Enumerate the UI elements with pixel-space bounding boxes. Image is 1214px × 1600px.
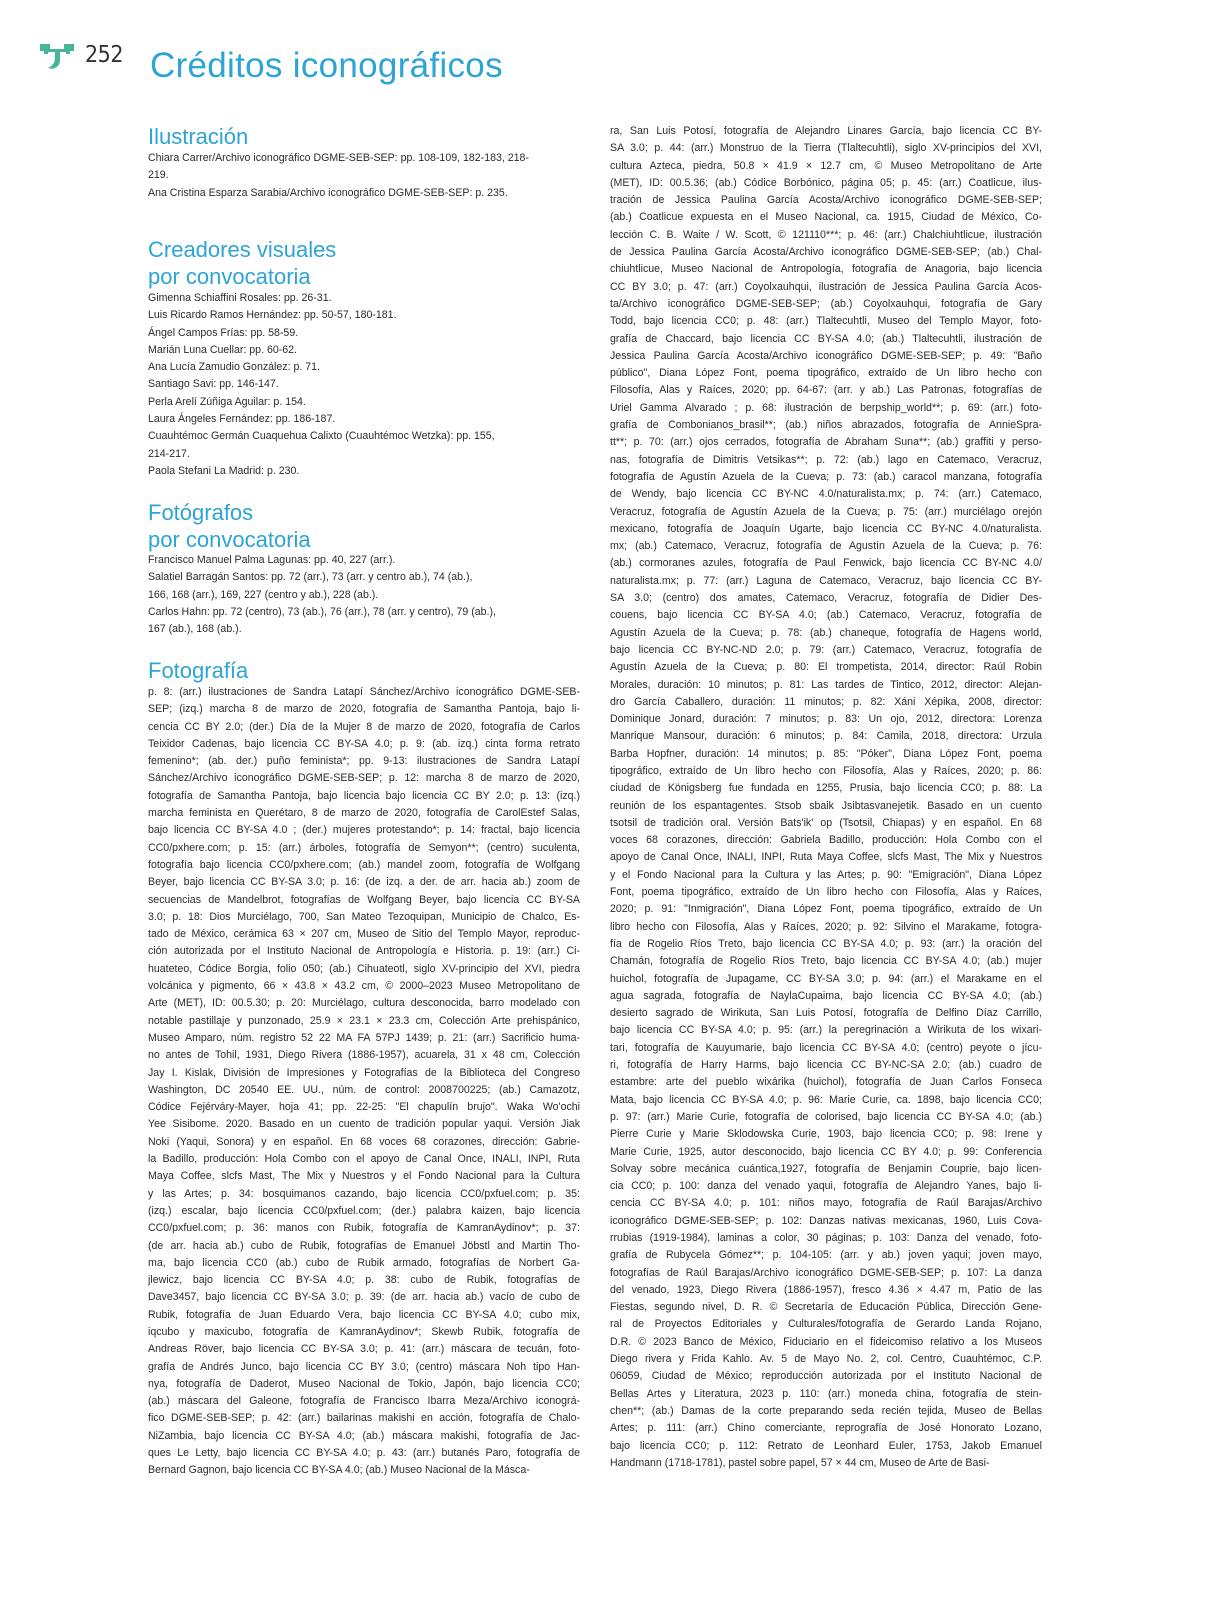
text-line: ción autorizada por el Instituto Nacional de Antropología e Historia. p. 19: (arr.) Ci- [148, 945, 580, 958]
text-line: tipográfico, extraído de Un libro hecho con Filosofía, Alas y Raíces, 2020; p. 86: [610, 764, 1042, 777]
text-line: CC BY 3.0; p. 47: (arr.) Coyolxauhqui, ilustración de Jessica Paulina García Acos- [610, 280, 1042, 293]
text-line: ri, fotografía de Harry Harms, bajo licencia CC BY-NC-SA 2.0; (ab.) cuadro de [610, 1059, 1042, 1072]
text-line: Barba Hopfner, duración: 14 minutos; p. 85: "Póker", Diana López Font, poema [610, 747, 1042, 760]
section-heading-fotografos: Fotógrafos por convocatoria [148, 500, 311, 552]
text-line: estambre: arte del pueblo wixárika (huichol), fotografía de Juan Carlos Fonseca [610, 1076, 1042, 1089]
text-line: Artes; p. 111: (arr.) Chino comerciante, reprografía de José Honorato Lozano, [610, 1422, 1042, 1435]
text-line: Paola Stefani La Madrid: p. 230. [148, 464, 300, 477]
text-line: fotografía de Samantha Pantoja, bajo licencia bajo licencia CC BY 2.0; p. 13: (izq.) [148, 789, 580, 802]
text-line: Yee Sisibome. 2020. Basado en un cuento de tradición popular yaqui. Versión Jiak [148, 1118, 580, 1131]
text-line: nas, fotografía de Dimitris Vetsikas**; p. 72: (ab.) lago en Catemaco, Veracruz, [610, 453, 1042, 466]
text-line: y el Fondo Nacional para la Cultura y las Artes; p. 90: "Emigración", Diana López [610, 868, 1042, 881]
text-line: Rubik, fotografía de Juan Eduardo Vera, bajo licencia CC BY-SA 4.0; cubo mix, [148, 1308, 580, 1321]
text-line: huateteo, Códice Borgia, folio 050; (ab.) Cihuateotl, siglo XV-principio del XVI, piedra [148, 962, 580, 975]
section-body-fotografos [148, 552, 580, 638]
text-line: volcánica y pigmento, 66 × 43.8 × 43.2 cm, © 2000–2023 Museo Metropolitano de [148, 980, 580, 993]
text-line: Sánchez/Archivo iconográfico DGME-SEB-SEP; p. 12: marcha 8 de marzo de 2020, [148, 772, 580, 785]
text-line: marcha feminista en Querétaro, 8 de marzo de 2020, fotografía de CarolEstef Salas, [148, 807, 580, 820]
text-line: 06059, Ciudad de México; reproducción autorizada por el Instituto Nacional de [610, 1370, 1042, 1383]
book-corner-icon [40, 42, 76, 72]
text-line: (MET), ID: 00.5.36; (ab.) Códice Borbónico, página 05; p. 45: (arr.) Coatlicue, ilus- [610, 176, 1042, 189]
text-line: lección C. B. Waite / W. Scott, © 121110***; p. 46: (arr.) Chalchiuhtlicue, ilustración [610, 228, 1042, 241]
text-line: desierto sagrado de Wirikuta, San Luis Potosí, fotografía de Delfino Díaz Carrillo, [610, 1007, 1042, 1020]
text-line: la Badillo, producción: Hola Combo con el apoyo de Canal Once, INALI, INPI, Ruta [148, 1153, 580, 1166]
text-line: ral de Proyectos Editoriales y Culturales/fotografía de Gerardo Landa Rojano, [610, 1318, 1042, 1331]
text-line: Fiestas, segundo nivel, D. R. © Secretaría de Educación Pública, Dirección Gene- [610, 1301, 1042, 1314]
text-line: Uriel Gamma Alvarado ; p. 68: ilustración de berpship_world**; p. 69: (arr.) foto- [610, 401, 1042, 414]
text-line: no antes de Tohil, 1931, Diego Rivera (1886-1957), acuarela, 31 x 48 cm, Colección [148, 1049, 580, 1062]
text-line: voces 68 corazones, dirección: Gabriela Badillo, producción: Hola Combo con el [610, 834, 1042, 847]
text-line: y las Artes; p. 34: bosquimanos cazando, bajo licencia CC0/pxfuel.com; p. 35: [148, 1187, 580, 1200]
text-line: Ana Lucía Zamudio González: p. 71. [148, 361, 320, 374]
text-line: tsotsil de tradición oral. Versión Bats'ik' op (Tsotsil, Chiapas) y en español. En 68 [610, 816, 1042, 829]
text-line: fía de Rogelio Ríos Treto, bajo licencia CC BY-SA 4.0; p. 93: (arr.) la oración del [610, 937, 1042, 950]
text-line: grafía de Rubycela Gómez**; p. 104-105: (arr. y ab.) joven yaqui; joven mayo, [610, 1249, 1042, 1262]
text-line: bajo licencia CC0; p. 112: Retrato de Leonhard Euler, 1753, Jakob Emanuel [610, 1439, 1042, 1452]
text-line: apoyo de Canal Once, INALI, INPI, Ruta Maya Coffee, slcfs Mast, The Mix y Nuestros [610, 851, 1042, 864]
text-line: dro García Caballero, duración: 11 minutos; p. 82: Xáni Xépika, 2008, director: [610, 695, 1042, 708]
text-line: Museo Amparo, núm. registro 52 22 MA FA 57PJ 1439; p. 21: (arr.) Sacrificio huma- [148, 1031, 580, 1044]
text-line: huichol, fotografía de Jupagame, CC BY-SA 3.0; p. 94: (arr.) el Marakame en el [610, 972, 1042, 985]
text-line: Noki (Yaqui, Sonora) y en español. En 68 voces 68 corazones, dirección: Gabrie- [148, 1135, 580, 1148]
text-line: Carlos Hahn: pp. 72 (centro), 73 (ab.), 76 (arr.), 78 (arr. y centro), 79 (ab.), [148, 605, 496, 618]
text-line: Font, poema tipográfico, extraído de Un libro hecho con Filosofía, Alas y Raíces, [610, 886, 1042, 899]
text-line: Manrique Mansour, duración: 6 minutos; p. 84: Camila, 2018, directora: Urzula [610, 730, 1042, 743]
text-line: grafía de Combonianos_brasil**; (ab.) niños abrazados, fotografía de AnnieSpra- [610, 419, 1042, 432]
text-line: Francisco Manuel Palma Lagunas: pp. 40, 227 (arr.). [148, 554, 396, 566]
text-line: grafía de Andrés Junco, bajo licencia CC BY 3.0; (centro) máscara Noh tipo Han- [148, 1360, 580, 1373]
text-line: bajo licencia CC BY-NC-ND 2.0; p. 79: (arr.) Catemaco, Veracruz, fotografía de [610, 643, 1042, 656]
page-title: Créditos iconográficos [150, 46, 503, 85]
text-line: Marián Luna Cuellar: pp. 60-62. [148, 343, 297, 356]
text-line: Todd, bajo licencia CC0; p. 48: (arr.) Tlaltecuhtli, Museo del Templo Mayor, foto- [610, 315, 1042, 328]
text-line: grafía de Chaccard, bajo licencia CC BY-SA 4.0; (ab.) Tlaltecuhtli, ilustración de [610, 332, 1042, 345]
text-line: reunión de los espantagentes. Stsob sbaik Jsibtasvanejetik. Basado en un cuento [610, 799, 1042, 812]
text-line: fotografía de Agustín Azuela de la Cueva; p. 73: (ab.) caracol manzana, fotografía [610, 470, 1042, 483]
text-line: tado de México, cerámica 63 × 207 cm, Museo de Sitio del Templo Mayor, reproduc- [148, 928, 580, 941]
text-line: couens, bajo licencia CC BY-SA 4.0; (ab.) Catemaco, Veracruz, fotografía de [610, 609, 1042, 622]
text-line: Bernard Gagnon, bajo licencia CC BY-SA 4.0; (ab.) Museo Nacional de la Másca- [148, 1464, 530, 1477]
text-line: iconográfico DGME-SEB-SEP; p. 102: Danzas nativas mexicanas, 1960, Luis Cova- [610, 1214, 1042, 1227]
text-line: (de arr. hacia ab.) cubo de Rubik, fotografías de Emanuel Jöbstl and Martin Tho- [148, 1239, 580, 1252]
text-line: fotografías de Raúl Barajas/Archivo iconográfico DGME-SEB-SEP; p. 107: La danza [610, 1266, 1042, 1279]
text-line: tari, fotografía de Kauyumarie, bajo licencia CC BY-SA 4.0; (centro) peyote o jícu- [610, 1041, 1042, 1054]
text-line: libro hecho con Filosofía, Alas y Raíces, 2020; p. 92: Silvino el Marakame, fotogra- [610, 920, 1042, 933]
text-line: cia CC0; p. 100: danza del venado yaqui, fotografía de Alejandro Yanes, bajo li- [610, 1180, 1042, 1193]
text-line: ques Le Letty, bajo licencia CC BY-SA 4.0; p. 43: (arr.) butanés Paro, fotografía de [148, 1447, 580, 1460]
text-line: Mata, bajo licencia CC BY-SA 4.0; p. 96: Marie Curie, ca. 1898, bajo licencia CC0; [610, 1093, 1042, 1106]
text-line: Gimenna Schiaffini Rosales: pp. 26-31. [148, 292, 332, 304]
text-line: (ab.) máscara del Galeone, fotografía de Francisco Ibarra Meza/Archivo iconográ- [148, 1395, 580, 1408]
text-line: SA 3.0; p. 44: (arr.) Monstruo de la Tierra (Tlaltecuhtli), siglo XV-principios del XVI, [610, 142, 1042, 155]
text-line: 3.0; p. 18: Dios Murciélago, 700, San Mateo Tezoquipan, Municipio de Chalco, Es- [148, 910, 580, 923]
text-line: de Wendy, bajo licencia CC BY-NC 4.0/naturalista.mx; p. 74: (arr.) Catemaco, [610, 488, 1042, 501]
text-line: Luis Ricardo Ramos Hernández: pp. 50-57, 180-181. [148, 309, 397, 322]
text-line: Maya Coffee, slcfs Mast, The Mix y Nuestros y el Fondo Nacional para la Cultura [148, 1170, 580, 1183]
text-line: Bellas Artes y Literatura, 2023 p. 110: (arr.) moneda china, fotografía de stein- [610, 1387, 1042, 1400]
text-line: ra, San Luis Potosí, fotografía de Alejandro Linares García, bajo licencia CC BY- [610, 125, 1042, 137]
text-line: (ab.) Coatlicue expuesta en el Museo Nacional, ca. 1915, Ciudad de México, Co- [610, 211, 1042, 224]
text-line: Filosofía, Alas y Raíces, 2020; pp. 64-67: (arr. y ab.) Las Patronas, fotografías de [610, 384, 1042, 397]
text-line: de Jessica Paulina García Acosta/Archivo iconográfico DGME-SEB-SEP; (ab.) Chal- [610, 246, 1042, 259]
text-line: ciudad de Königsberg fue fundada en 1255, Prusia, bajo licencia CC0; p. 88: La [610, 782, 1042, 795]
text-line: iqcubo y maxicubo, fotografía de KamranAydinov*; Skewb Rubik, fotografía de [148, 1325, 580, 1338]
text-line: Códice Fejérváry-Mayer, hoja 41; pp. 22-25: "El chapulín brujo". Waka Wo'ochi [148, 1101, 580, 1114]
text-line: bajo licencia CC BY-SA 4.0; p. 95: (arr.) la peregrinación a Wirikuta de los wixari- [610, 1024, 1042, 1037]
text-line: SEP; (izq.) marcha 8 de marzo de 2020, fotografía de Samantha Pantoja, bajo li- [148, 703, 580, 716]
text-line: Santiago Savi: pp. 146-147. [148, 378, 279, 391]
text-line: notable pastillaje y punzonado, 25.9 × 23.1 × 23.3 cm, Colección Arte prehispánico, [148, 1014, 580, 1027]
text-line: Handmann (1718-1781), pastel sobre papel, 57 × 44 cm, Museo de Arte de Basi- [610, 1456, 990, 1469]
text-line: Laura Ángeles Fernández: pp. 186-187. [148, 413, 336, 426]
text-line: fotografía bajo licencia CC0/pxhere.com; (ab.) mandel zoom, fotografía de Wolfgang [148, 858, 580, 871]
text-line: (izq.) escalar, bajo licencia CC0/pxfuel.com; (der.) palabra kaizen, bajo licencia [148, 1204, 580, 1217]
text-line: Pierre Curie y Marie Sklodowska Curie, 1903, bajo licencia CC0; p. 98: Irene y [610, 1128, 1042, 1141]
section-heading-ilustracion: Ilustración [148, 124, 249, 149]
text-line: chiuhtlicue, Museo Nacional de Antropología, fotografía de Anagoria, bajo licencia [610, 263, 1042, 276]
section-body-fotografia [148, 684, 580, 1480]
text-line: ma, bajo licencia CC0 (ab.) cubo de Rubik armado, fotografías de Norbert Ga- [148, 1256, 580, 1269]
text-line: Agustín Azuela de la Cueva; p. 80: El trompetista, 2014, director: Raúl Robin [610, 661, 1042, 674]
section-heading-fotografia: Fotografía [148, 658, 249, 683]
text-line: bajo licencia CC BY-SA 4.0 ; (der.) mujeres protestando*; p. 14: fractal, bajo licencia [148, 824, 580, 837]
text-line: CC0/pxfuel.com; p. 36: manos con Rubik, fotografía de KamranAydinov*; p. 37: [148, 1222, 580, 1235]
text-line: Dominique Jonard, duración: 7 minutos; p. 83: Un ojo, 2012, directora: Lorenza [610, 713, 1042, 726]
text-line: Arte (MET), ID: 00.5.30; p. 20: Murciélago, cultura desconocida, barro modelado con [148, 997, 580, 1010]
text-line: 219. [148, 169, 169, 182]
text-line: nya, fotografía de Daderot, Museo Nacional de Tokio, Japón, bajo licencia CC0; [148, 1377, 580, 1390]
text-line: agua sagrada, fotografía de NaylaCupaima, bajo licencia CC BY-SA 4.0; (ab.) [610, 989, 1042, 1002]
text-line: Agustín Azuela de la Cueva; p. 78: (ab.) chaneque, fotografía de Hagens world, [610, 626, 1042, 639]
section-body-ilustracion [148, 150, 580, 202]
text-line: Ana Cristina Esparza Sarabia/Archivo iconográfico DGME-SEB-SEP: p. 235. [148, 186, 508, 199]
text-line: Teixidor Cadenas, bajo licencia CC BY-SA 4.0; p. 9: (ab. izq.) cinta forma retrato [148, 737, 580, 750]
section-heading-creadores-visuales: Creadores visuales por convocatoria [148, 237, 337, 289]
page-number: 252 [85, 42, 123, 68]
section-body-creadores-visuales [148, 290, 580, 480]
text-line: secuencias de Mandelbrot, fotografías de Wolfgang Beyer, bajo licencia CC BY-SA [148, 893, 580, 906]
text-line: 167 (ab.), 168 (ab.). [148, 623, 242, 636]
text-line: Morales, duración: 10 minutos; p. 81: Las tardes de Tintico, 2012, director: Alejan- [610, 678, 1042, 691]
text-line: fico DGME-SEB-SEP; p. 42: (arr.) bailarinas makishi en acción, fotografía de Chalo- [148, 1412, 580, 1425]
text-line: Solvay sobre mecánica cuántica,1927, fotografía de Benjamin Couprie, bajo licen- [610, 1162, 1042, 1175]
text-line: jlewicz, bajo licencia CC BY-SA 4.0; p. 38: cubo de Rubik, fotografías de [148, 1274, 580, 1287]
text-line: Dave3457, bajo licencia CC BY-SA 3.0; p. 39: (de arr. hacia ab.) vacío de cubo de [148, 1291, 580, 1304]
text-line: Salatiel Barragán Santos: pp. 72 (arr.), 73 (arr. y centro ab.), 74 (ab.), [148, 571, 473, 584]
text-line: Cuauhtémoc Germán Cuaquehua Calixto (Cuauhtémoc Wetzka): pp. 155, [148, 430, 495, 443]
text-line: D.R. © 2023 Banco de México, Fiduciario en el fideicomiso relativo a los Museos [610, 1335, 1042, 1348]
text-line: Jay I. Kislak, División de Impresiones y Fotografías de la Biblioteca del Congreso [148, 1066, 580, 1079]
text-line: mexicano, fotografía de Joaquín Ugarte, bajo licencia CC BY-NC 4.0/naturalista. [610, 522, 1042, 535]
text-line: cencia CC BY-SA 4.0; p. 101: niños mayo, fotografía de Raúl Barajas/Archivo [610, 1197, 1042, 1210]
text-line: p. 97: (arr.) Marie Curie, fotografía de colorised, bajo licencia CC BY-SA 4.0; (ab.) [610, 1110, 1042, 1123]
text-line: CC0/pxhere.com; p. 15: (arr.) árboles, fotografía de Semyon**; (centro) suculenta, [148, 841, 580, 854]
text-line: público", Diana López Font, poema tipográfico, extraído de Un libro hecho con [610, 367, 1042, 380]
text-line: Jessica Paulina García Acosta/Archivo iconográfico DGME-SEB-SEP; p. 49: "Baño [610, 349, 1042, 362]
text-line: (ab.) cormoranes azules, fotografía de Paul Fenwick, bajo licencia CC BY-NC 4.0/ [610, 557, 1042, 570]
text-line: chen**; (ab.) Damas de la corte preparando seda recién tejida, Museo de Bellas [610, 1404, 1042, 1417]
text-line: Perla Arelí Zúñiga Aguilar: p. 154. [148, 395, 306, 408]
text-line: naturalista.mx; p. 77: (arr.) Laguna de Catemaco, Veracruz, bajo licencia CC BY- [610, 574, 1042, 587]
text-line: rrubias (1919-1984), laminas a color, 30 páginas; p. 103: Danza del venado, foto- [610, 1232, 1042, 1244]
text-line: femenino*; (ab. der.) puño feminista*; pp. 9-13: ilustraciones de Sandra Latapí [148, 755, 580, 768]
text-line: Chamán, fotografía de Rogelio Ríos Treto, bajo licencia CC BY-SA 4.0; (ab.) mujer [610, 955, 1042, 968]
text-line: SA 3.0; (centro) dos amates, Catemaco, Veracruz, fotografía de Didier Des- [610, 592, 1042, 605]
text-line: Veracruz, fotografía de Agustín Azuela de la Cueva; p. 75: (arr.) murciélago orejón [610, 505, 1042, 518]
text-line: 2020; p. 91: "Inmigración", Diana López Font, poema tipográfico, extraído de Un [610, 903, 1042, 916]
text-line: Washington, DC 20540 EE. UU., núm. de control: 2008700225; (ab.) Camazotz, [148, 1083, 580, 1096]
text-line: tración de Jessica Paulina García Acosta/Archivo iconográfico DGME-SEB-SEP; [610, 194, 1042, 207]
text-line: Ángel Campos Frías: pp. 58-59. [148, 326, 299, 339]
text-line: tt**; p. 70: (arr.) ojos cerrados, fotografía de Abraham Suna**; (ab.) graffiti y perso- [610, 436, 1042, 449]
text-line: 214-217. [148, 447, 190, 460]
text-line: mx; (ab.) Catemaco, Veracruz, fotografía de Agustín Azuela de la Cueva; p. 76: [610, 540, 1042, 553]
text-line: 166, 168 (arr.), 169, 227 (centro y ab.), 228 (ab.). [148, 588, 379, 601]
text-line: del venado, 1923, Diego Rivera (1886-1957), fresco 4.36 × 4.47 m, Patio de las [610, 1283, 1042, 1296]
text-line: Andreas Röver, bajo licencia CC BY-SA 3.0; p. 41: (arr.) máscara de tecuán, foto- [148, 1343, 580, 1356]
text-line: Chiara Carrer/Archivo iconográfico DGME-SEB-SEP: pp. 108-109, 182-183, 218- [148, 152, 529, 164]
text-line: cultura Azteca, piedra, 50.8 × 41.9 × 12.7 cm, © Museo Metropolitano de Arte [610, 159, 1042, 172]
text-line: p. 8: (arr.) ilustraciones de Sandra Latapí Sánchez/Archivo iconográfico DGME-SEB- [148, 686, 580, 698]
text-line: cencia CC BY 2.0; (der.) Día de la Mujer 8 de marzo de 2020, fotografía de Carlos [148, 720, 580, 733]
text-line: NiZambia, bajo licencia CC BY-SA 4.0; (ab.) máscara makishi, fotografía de Jac- [148, 1429, 580, 1442]
section-body-fotografia-continued [610, 123, 1042, 1472]
text-line: Diego rivera y Frida Kahlo. Av. 5 de Mayo No. 2, col. Centro, Cuauhtémoc, C.P. [610, 1353, 1042, 1366]
text-line: Marie Curie, 1925, autor desconocido, bajo licencia CC BY 4.0; p. 99: Conferencia [610, 1145, 1042, 1158]
text-line: ta/Archivo iconográfico DGME-SEB-SEP; (ab.) Coyolxauhqui, fotografía de Gary [610, 297, 1042, 310]
text-line: Beyer, bajo licencia CC BY-SA 3.0; p. 16: (de izq. a der. de arr. hacia ab.) zoom de [148, 876, 580, 889]
